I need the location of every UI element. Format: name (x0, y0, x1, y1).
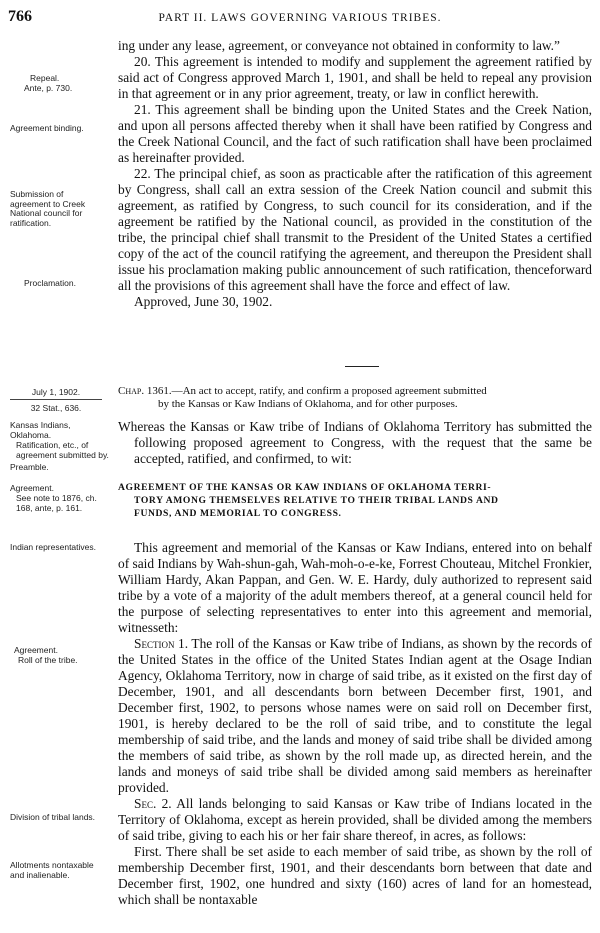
agreement-heading: AGREEMENT OF THE KANSAS OR KAW INDIANS OF OKLAHOMA TERRI- TORY AMONG THEMSELVES RELATIVE TO THEIR TRIBAL LANDS AND FUNDS, AND MEMORIAL TO CONGRESS. (118, 482, 499, 519)
margin-note-indian-representatives: Indian representatives. (10, 542, 96, 552)
margin-note-agreement: Agreement. (10, 483, 54, 493)
running-title: PART II. LAWS GOVERNING VARIOUS TRIBES. (158, 12, 442, 24)
margin-note-repeal: Repeal. Ante, p. 730. (24, 73, 73, 93)
paragraph-first: First. There shall be set aside to each member of said tribe, as shown by the roll of membership December first, 1901, and their descendants born between that date and December first, 1902, one hundred and sixty (160) acres of land for an homestead, which shall be nontaxable (118, 844, 592, 907)
page-number: 766 (8, 8, 32, 25)
body-upper (118, 38, 592, 310)
body-lower (118, 540, 592, 908)
chapter-heading (118, 385, 592, 411)
whereas-clause: Whereas the Kansas or Kaw tribe of Indians of Oklahoma Territory has submitted the following proposed agreement to Congress, with the request that the same be accepted, ratified, and confirmed, to wit: (118, 419, 592, 466)
margin-note-proclamation: Proclamation. (24, 278, 76, 288)
margin-note-division: Division of tribal lands. (10, 812, 96, 822)
margin-note-ratification: Ratification, etc., of agreement submitted by. (16, 440, 109, 460)
paragraph-22: 22. The principal chief, as soon as practicable after the ratification of this agreement by Congress, shall call an extra session of the Creek Nation council and submit this agreement, as ratified by Congress, to such council for its consideration, and if the agreement be ratified by the National council, as provided in the constitution of the tribe, the principal chief shall transmit to the President of the United States a certified copy of the act of the council ratifying the agreement, and thereupon the President shall issue his proclamation making public announcement of such ratification, thenceforward all the provisions of this agreement shall have the force and effect of law. (118, 166, 592, 293)
margin-note-see-note: See note to 1876, ch. 168, ante, p. 161. (16, 493, 97, 513)
margin-note-kansas: Kansas Indians, Oklahoma. (10, 420, 71, 440)
margin-note-date: July 1, 1902. (31, 387, 81, 397)
margin-note-agreement-2: Agreement. (14, 645, 58, 655)
margin-note-allotments: Allotments nontaxable and inalienable. (10, 860, 94, 880)
chapter-label: Chap. 1361. (118, 385, 172, 397)
chapter-title-continued: by the Kansas or Kaw Indians of Oklahoma, and for other purposes. (158, 398, 458, 410)
margin-note-agreement-binding: Agreement binding. (10, 123, 84, 133)
paragraph-20: 20. This agreement is intended to modify and supplement the agreement ratified by said act of Congress approved March 1, 1901, and shall be held to repeal any provision in that agreement or in any prior agreement, treaty, or law in conflict herewith. (118, 54, 592, 101)
margin-divider (10, 399, 102, 400)
section-divider (345, 366, 379, 367)
page-header (8, 8, 592, 28)
section-1: Section 1. The roll of the Kansas or Kaw tribe of Indians, as shown by the records of the United States in the office of the United States Indian agent at the Osage Indian Agency, Oklahoma Territory, now in charge of said tribe, as it existed on the first day of December, 1901, and all descendants born between December first, 1901, and December first, 1902, to persons whose names were on said roll on December first, 1901, is hereby declared to be the roll of said tribe, and to constitute the legal membership of said tribe, and the lands and money of said tribe shall be divided among the members of said tribe, as shown by the roll made up, as directed herein, and the lands and moneys of said tribe shall be divided among said members as hereinafter provided. (118, 636, 592, 795)
paragraph-memorial: This agreement and memorial of the Kansas or Kaw Indians, entered into on behalf of said Indians by Wah-shun-gah, Wah-moh-o-e-ke, Forrest Chouteau, Mitchel Fronkier, William Hardy, Akan Pappan, and Gen. W. E. Hardy, duly authorized to represent said tribe by a vote of a majority of the adult members thereof, at a general council held for the purpose of selecting representatives to enter into this agreement and memorial, witnesseth: (118, 540, 592, 635)
margin-note-preamble: Preamble. (10, 462, 49, 472)
margin-note-submission: Submission of agreement to Creek National council for ratification. (10, 189, 86, 228)
margin-note-roll: Roll of the tribe. (18, 655, 78, 665)
section-2: Sec. 2. All lands belonging to said Kansas or Kaw tribe of Indians located in the Territory of Oklahoma, except as herein provided, shall be divided among the members of said tribe, giving to each his or her fair share thereof, in acres, as follows: (118, 796, 593, 843)
chapter-title: —An act to accept, ratify, and confirm a proposed agreement submitted (171, 385, 487, 397)
paragraph-21: 21. This agreement shall be binding upon the United States and the Creek Nation, and upon all persons affected thereby when it shall have been ratified by Congress and the Creek National Council, and the fact of such ratification shall have been proclaimed as hereinafter provided. (118, 102, 592, 165)
margin-note-stat: 32 Stat., 636. (30, 403, 82, 413)
approved-line: Approved, June 30, 1902. (134, 294, 273, 309)
paragraph-continuation: ing under any lease, agreement, or conveyance not obtained in conformity to law.” (118, 38, 560, 53)
